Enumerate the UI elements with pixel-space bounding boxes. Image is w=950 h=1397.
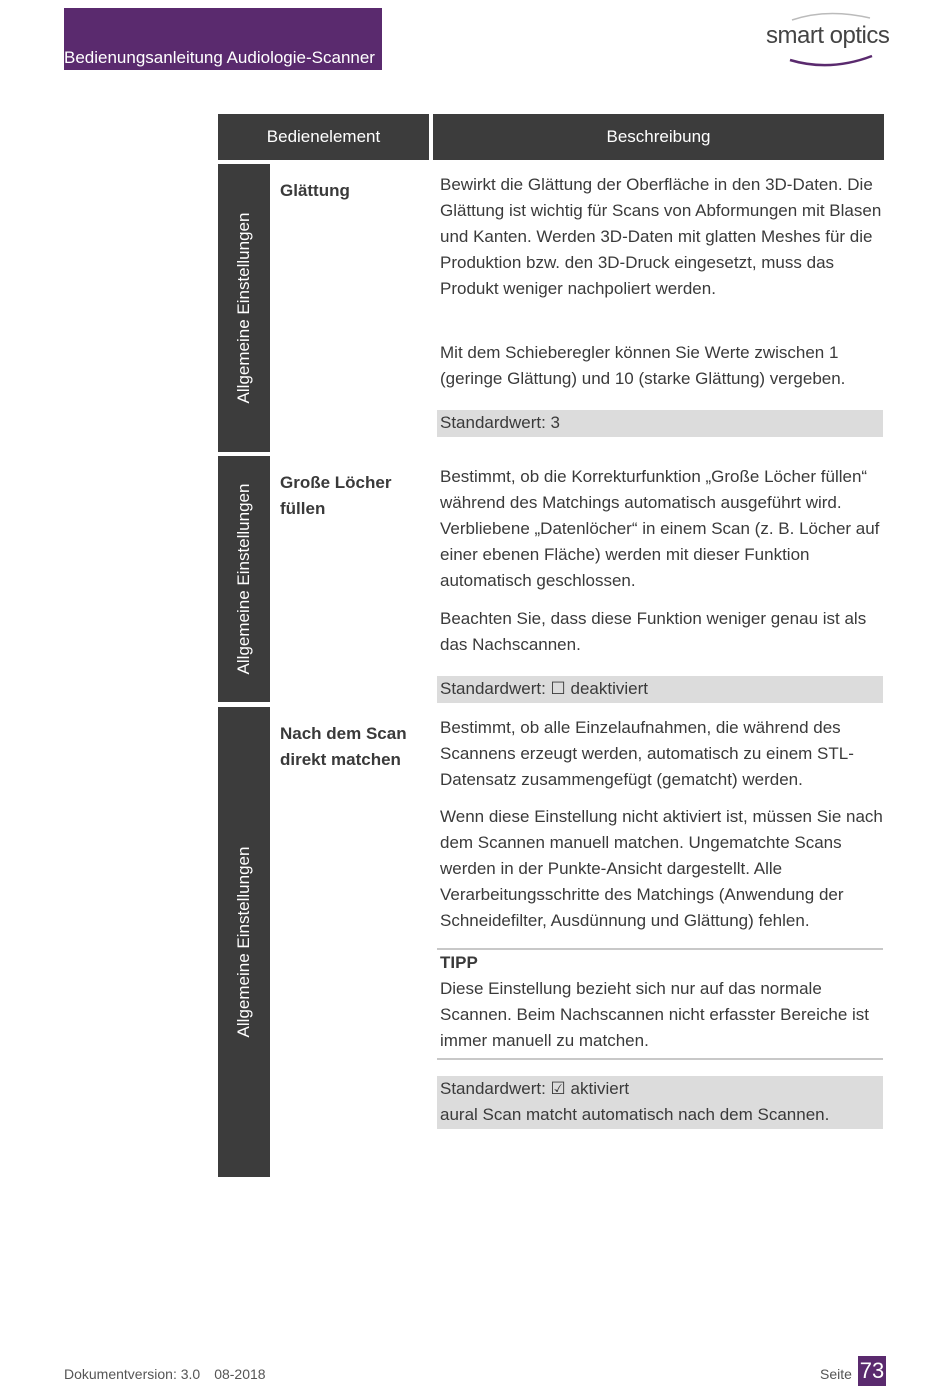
section-label: Allgemeine Einstellungen: [234, 212, 253, 404]
element-name-line: füllen: [280, 499, 326, 518]
default-value-box: Standardwert: ☐ deaktiviert: [437, 676, 883, 703]
element-name-line: Nach dem Scan: [280, 724, 407, 743]
tip-divider-top: [437, 948, 883, 950]
section-sidebar: [218, 707, 270, 1177]
tip-title: TIPP: [440, 953, 478, 972]
document-title: Bedienungsanleitung Audiologie-Scanner: [64, 48, 375, 67]
smart-optics-logo: [762, 10, 888, 68]
element-name-grosse-loecher-fuellen: [280, 470, 425, 522]
element-name-line: direkt matchen: [280, 750, 401, 769]
column-header-bedienelement: Bedienelement: [218, 114, 429, 160]
description-paragraph: Mit dem Schieberegler können Sie Werte zwischen 1 (geringe Glättung) und 10 (starke Glättung) vergeben.: [440, 343, 846, 388]
document-date: 08-2018: [214, 1366, 266, 1382]
default-value-line: Standardwert: ☑ aktiviert: [440, 1079, 630, 1098]
description-paragraph: Wenn diese Einstellung nicht aktiviert ist, müssen Sie nach dem Scannen manuell matchen. Ungematchte Scans werden in der Punkte-Ansicht dargestellt. Alle Verarbeitungsschritte des Matchings (Anwendung der Schneidefilter, Ausdünnung und Glättung) fehlen.: [440, 807, 883, 930]
section-label: Allgemeine Einstellungen: [234, 846, 253, 1038]
section-sidebar: [218, 456, 270, 702]
description-paragraph: Bestimmt, ob die Korrekturfunktion „Große Löcher füllen“ während des Matchings automatisch ausgeführt wird. Verbliebene „Datenlöcher“ in einem Scan (z. B. Löcher auf einer ebenen Fläche) werden mit dieser Funktion automatisch geschlossen.: [440, 467, 880, 590]
description-paragraph: Bestimmt, ob alle Einzelaufnahmen, die während des Scannens erzeugt werden, automatisch zu einem STL-Datensatz zusammengefügt (gematcht) werden.: [440, 718, 854, 789]
document-version: Dokumentversion: 3.0: [64, 1366, 201, 1382]
footer-version-info: [64, 1366, 266, 1382]
element-name-glaettung: Glättung: [280, 181, 350, 200]
section-label: Allgemeine Einstellungen: [234, 483, 253, 675]
section-sidebar: [218, 164, 270, 452]
default-value-line: aural Scan matcht automatisch nach dem Scannen.: [440, 1105, 830, 1124]
column-header-beschreibung: Beschreibung: [433, 114, 884, 160]
element-name-nach-dem-scan-direkt-matchen: [280, 721, 425, 773]
tip-divider-bottom: [437, 1058, 883, 1060]
description-paragraph: Beachten Sie, dass diese Funktion weniger genau ist als das Nachscannen.: [440, 609, 867, 654]
default-value-box: Standardwert: 3: [437, 410, 883, 437]
logo-text: smart optics: [766, 22, 890, 49]
description-paragraph: Bewirkt die Glättung der Oberfläche in den 3D-Daten. Die Glättung ist wichtig für Scans von Abformungen mit Blasen und Kanten. Werden 3D-Daten mit glatten Meshes für die Produktion bzw. den 3D-Druck eingesetzt, muss das Produkt weniger nachpoliert werden.: [440, 175, 882, 298]
element-name-line: Große Löcher: [280, 473, 392, 492]
default-value-box: [437, 1076, 883, 1129]
page-label: Seite: [820, 1366, 852, 1382]
tip-text: Diese Einstellung bezieht sich nur auf das normale Scannen. Beim Nachscannen nicht erfasster Bereiche ist immer manuell zu matchen.: [440, 979, 870, 1050]
page-number: 73: [858, 1356, 886, 1386]
header-banner: [64, 8, 382, 70]
